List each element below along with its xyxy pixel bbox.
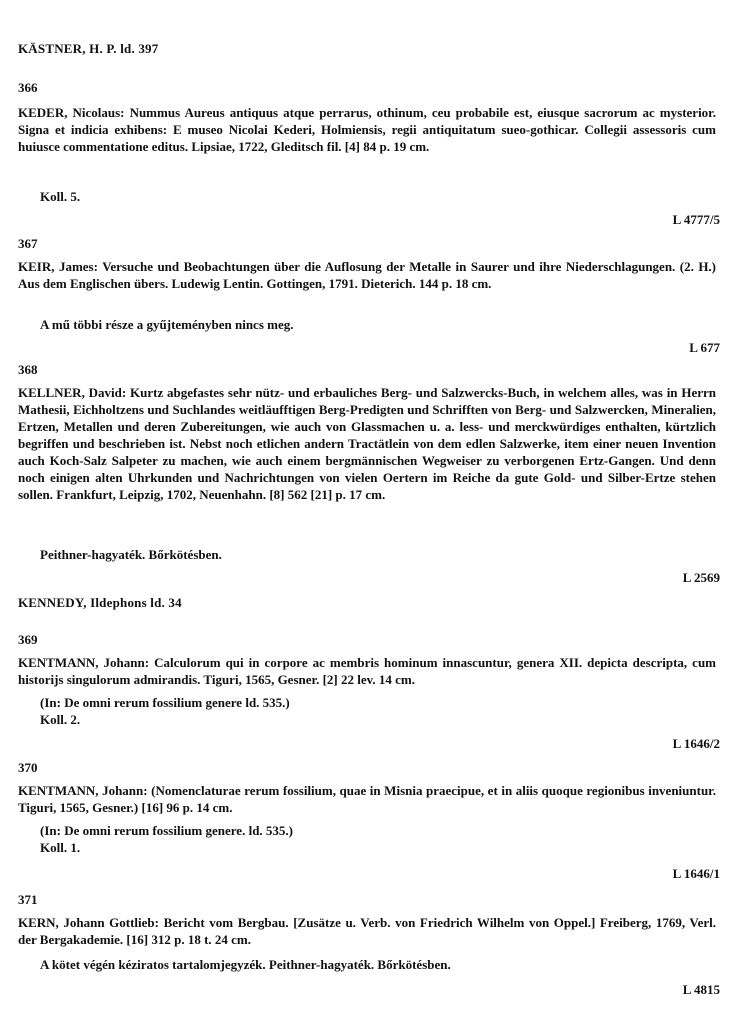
entry-number: 370 [18, 760, 38, 775]
entry-author: KELLNER, David: [18, 385, 127, 400]
entry-shelfmark: L 1646/1 [672, 866, 720, 881]
entry-author: KENTMANN, Johann: [18, 655, 150, 670]
entry-number: 371 [18, 892, 38, 907]
entry-note: (In: De omni rerum fossilium genere ld. 535.) [40, 695, 290, 710]
entry-note: Koll. 1. [40, 840, 81, 855]
entry-text: Bericht vom Bergbau. [Zusätze u. Verb. von Friedrich Wilhelm von Oppel.] Freiberg, 1769, Verl. der Bergakademie. [16] 312 p. 18 t. 24 cm. [18, 915, 717, 947]
entry-number: 368 [18, 362, 38, 377]
entry-shelfmark: L 4777/5 [672, 212, 720, 227]
entry-note: (In: De omni rerum fossilium genere. ld. 535.) [40, 823, 293, 838]
entry-number: 366 [18, 80, 38, 95]
entry-text: Versuche und Beobachtungen über die Auflosung der Metalle in Saurer und ihre Niederschlagungen. (2. H.) Aus dem Englischen übers. Ludewig Lentin. Gottingen, 1791. Dieterich. 144 p. 18 cm. [18, 259, 717, 291]
entry-number: 367 [18, 236, 38, 251]
entry-author: KEIR, James: [18, 259, 98, 274]
entry-shelfmark: L 4815 [682, 982, 720, 997]
entry-shelfmark: L 2569 [682, 570, 720, 585]
entry-text: Nummus Aureus antiquus atque perrarus, othinum, ceu probabile est, eiusque sacrorum ac mysterior. Signa et indicia exhibens: E museo Nicolai Kederi, Holmiensis, regii antiquitatum sueo-gothicar. Collegii assessoris cum huiusce commentatione editus. Lipsiae, 1722, Gleditsch fil. [4] 84 p. 19 cm. [18, 105, 717, 154]
entry-shelfmark: L 677 [689, 340, 720, 355]
entry-author: KERN, Johann Gottlieb: [18, 915, 159, 930]
entry-note: Peithner-hagyaték. Bőrkötésben. [40, 547, 222, 562]
entry-366 [18, 104, 716, 155]
entry-367 [18, 258, 716, 292]
entry-371 [18, 914, 716, 948]
entry-note: A mű többi része a gyűjteményben nincs meg. [40, 317, 294, 332]
entry-note: Koll. 2. [40, 712, 81, 727]
entry-note: Koll. 5. [40, 189, 81, 204]
crossref-kennedy: KENNEDY, Ildephons ld. 34 [18, 595, 182, 610]
entry-author: KEDER, Nicolaus: [18, 105, 125, 120]
entry-text: Calculorum qui in corpore ac membris hominum innascuntur, genera XII. depicta descripta, cum historijs singulorum admirandis. Tiguri, 1565, Gesner. [2] 22 lev. 14 cm. [18, 655, 717, 687]
crossref-kastner: KÄSTNER, H. P. ld. 397 [18, 41, 159, 56]
entry-note: A kötet végén kéziratos tartalomjegyzék. Peithner-hagyaték. Bőrkötésben. [40, 957, 451, 972]
entry-370 [18, 782, 716, 816]
entry-text: Kurtz abgefastes sehr nütz- und erbauliches Berg- und Salzwercks-Buch, in welchem alles, was in Herrn Mathesii, Eichholtzens und Suchlandes weitläufftigen Berg-Predigten und Schrifften von Berg- und Salzwercken, Mineralien, Ertzen, Metallen und deren Zubereitungen, wie auch von Glassmachen u. a. less- und merckwürdiges enthalten, kürtzlich begriffen und beschrieben ist. Nebst noch etlichen andern Tractätlein von dem edlen Salzwerke, item einer neuen Invention auch Koch-Salz Salpeter zu machen, wie auch einem bergmännischen Wegweiser zu verborgenen Ertz-Gangen. Und denn noch einigen alten Uhrkunden und Nachrichtungen von vielen Oertern im Reiche da gute Gold- und Silber-Ertze stehen sollen. Frankfurt, Leipzig, 1702, Neuenhahn. [8] 562 [21] p. 17 cm. [18, 385, 716, 502]
entry-number: 369 [18, 632, 38, 647]
entry-text: (Nomenclaturae rerum fossilium, quae in Misnia praecipue, et in aliis quoque regionibus inveniuntur. Tiguri, 1565, Gesner.) [16] 96 p. 14 cm. [18, 783, 717, 815]
entry-shelfmark: L 1646/2 [672, 736, 720, 751]
entry-368 [18, 384, 716, 503]
entry-369 [18, 654, 716, 688]
entry-author: KENTMANN, Johann: [18, 783, 148, 798]
